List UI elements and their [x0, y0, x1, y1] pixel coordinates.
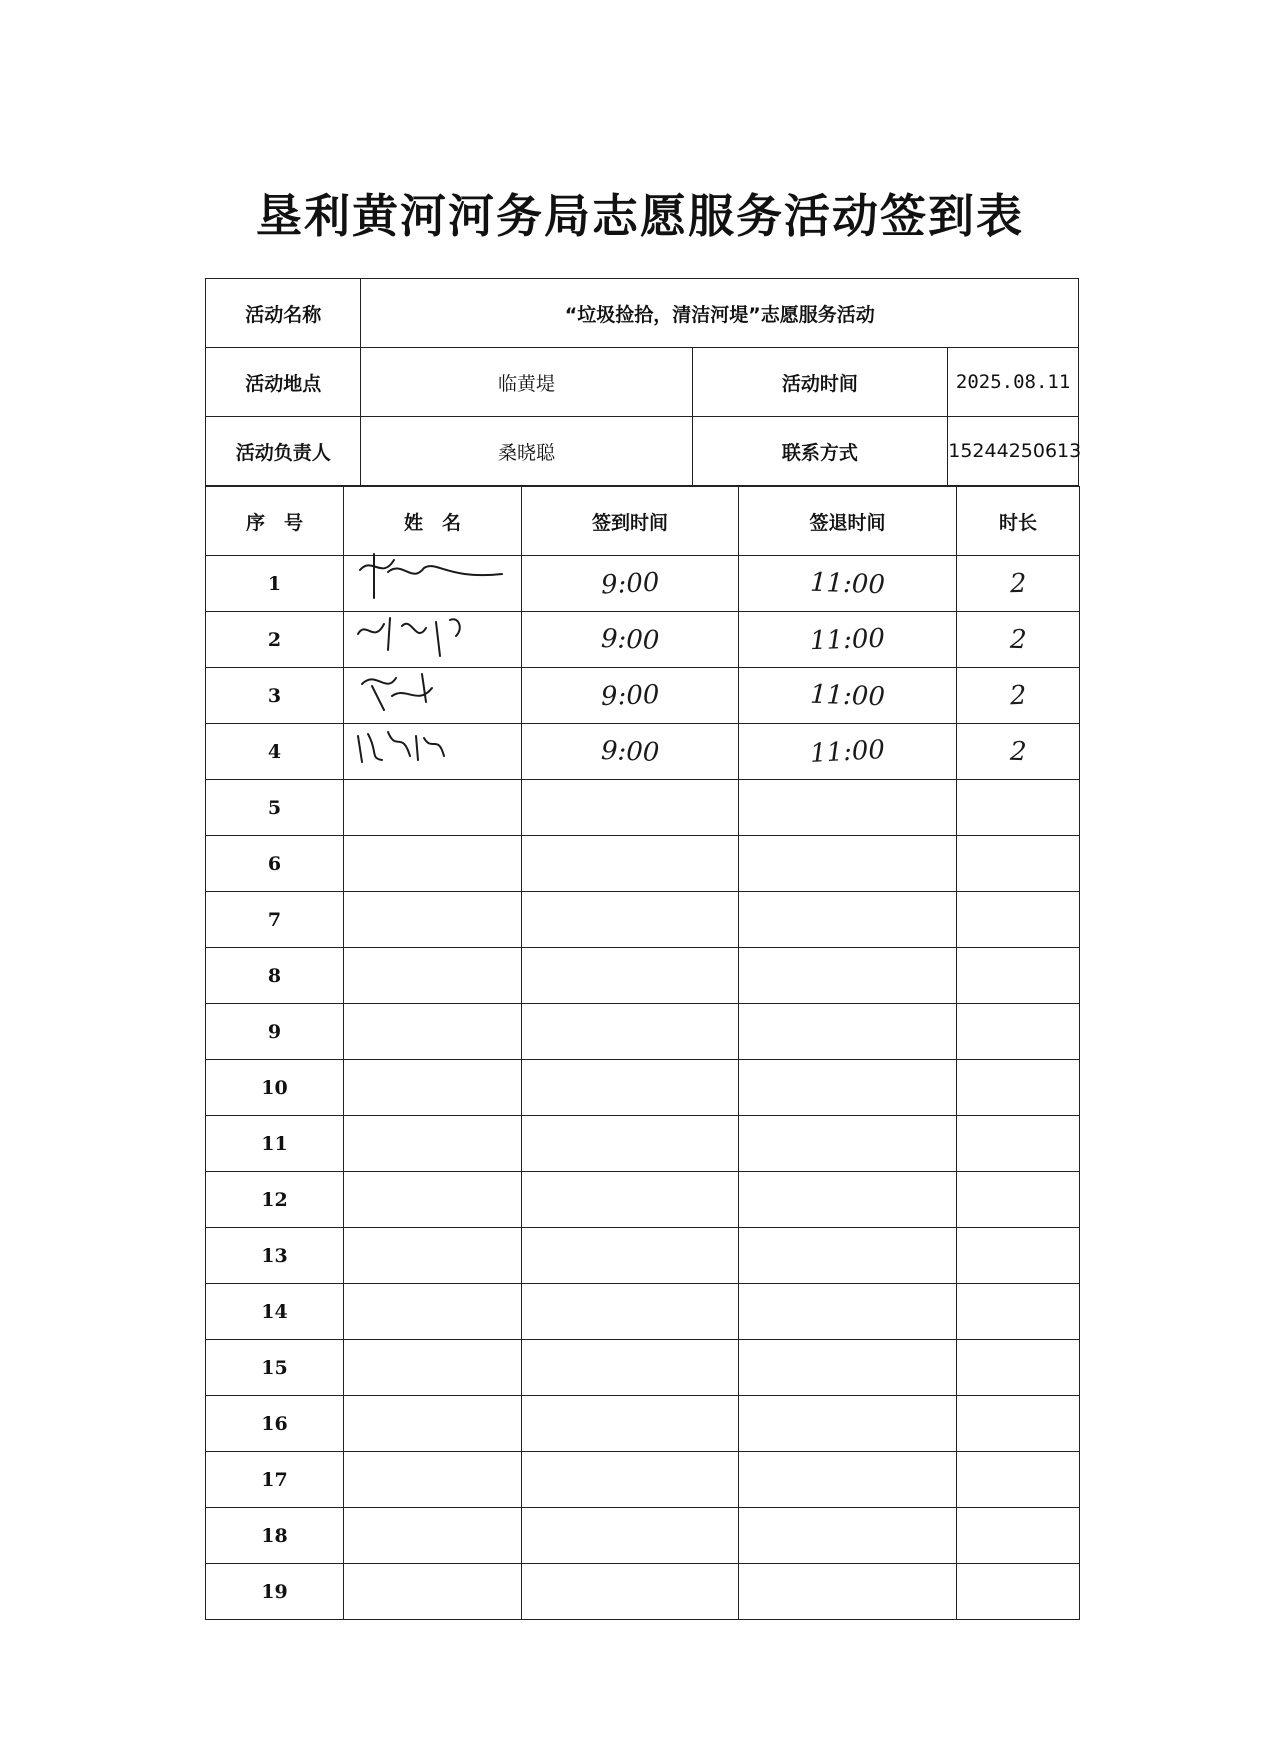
row-checkin: [522, 668, 739, 724]
row-checkout: [739, 1004, 957, 1060]
table-row: [206, 836, 1080, 892]
row-checkout: [739, 724, 957, 780]
row-name: [344, 1172, 522, 1228]
row-seq: 18: [206, 1508, 344, 1564]
row-seq: 14: [206, 1284, 344, 1340]
row-checkout: [739, 1228, 957, 1284]
row-checkout: [739, 948, 957, 1004]
checkin-header: 签到时间: [522, 487, 739, 556]
row-checkin: [522, 1116, 739, 1172]
row-seq: 8: [206, 948, 344, 1004]
row-duration: [957, 1172, 1080, 1228]
table-row: [206, 1452, 1080, 1508]
activity-name-value: “垃圾捡拾，清洁河堤”志愿服务活动: [361, 279, 1079, 348]
row-checkin: [522, 1340, 739, 1396]
row-duration: [957, 556, 1080, 612]
handwritten-signature: [352, 550, 512, 606]
row-name: [344, 612, 522, 668]
row-checkin: [522, 1284, 739, 1340]
table-row: [206, 892, 1080, 948]
row-checkin: [522, 1172, 739, 1228]
row-seq: 15: [206, 1340, 344, 1396]
row-duration: [957, 1116, 1080, 1172]
attendance-rows: [206, 556, 1080, 1620]
row-seq: 9: [206, 1004, 344, 1060]
handwritten-duration: 2: [1009, 736, 1027, 767]
activity-name-row: [206, 279, 1079, 348]
row-duration: [957, 1564, 1080, 1620]
row-checkout: [739, 1060, 957, 1116]
handwritten-duration: 2: [1009, 624, 1027, 655]
row-duration: [957, 892, 1080, 948]
row-checkout: [739, 1452, 957, 1508]
page-title: 垦利黄河河务局志愿服务活动签到表: [256, 189, 1024, 243]
leader-label: 活动负责人: [206, 417, 361, 486]
row-checkin: [522, 1396, 739, 1452]
duration-header: 时长: [957, 487, 1080, 556]
row-seq: 5: [206, 780, 344, 836]
row-checkout: [739, 1284, 957, 1340]
sign-in-table: [205, 278, 1082, 486]
row-duration: [957, 1340, 1080, 1396]
activity-leader-row: [206, 417, 1079, 486]
handwritten-duration: 2: [1008, 680, 1028, 711]
row-name: [344, 1284, 522, 1340]
leader-value: 桑晓聪: [361, 417, 692, 486]
row-checkin: [522, 1564, 739, 1620]
row-checkout: [739, 1340, 957, 1396]
row-name: [344, 1564, 522, 1620]
table-row: [206, 724, 1080, 780]
location-label: 活动地点: [206, 348, 361, 417]
row-name: [344, 1004, 522, 1060]
seq-header: 序 号: [206, 487, 344, 556]
table-row: [206, 1060, 1080, 1116]
table-row: [206, 1508, 1080, 1564]
handwritten-signature: [352, 666, 512, 722]
row-seq: 12: [206, 1172, 344, 1228]
contact-label: 联系方式: [692, 417, 948, 486]
row-name: [344, 948, 522, 1004]
row-checkin: [522, 1060, 739, 1116]
handwritten-checkin: 9:00: [600, 679, 660, 712]
row-duration: [957, 948, 1080, 1004]
row-duration: [957, 612, 1080, 668]
row-duration: [957, 724, 1080, 780]
time-label: 活动时间: [692, 348, 948, 417]
row-name: [344, 1060, 522, 1116]
row-name: [344, 1340, 522, 1396]
row-checkout: [739, 836, 957, 892]
time-value: 2025.08.11: [948, 348, 1079, 417]
contact-value: 15244250613: [948, 417, 1079, 486]
row-name: [344, 556, 522, 612]
table-row: [206, 1116, 1080, 1172]
row-name: [344, 1116, 522, 1172]
row-name: [344, 836, 522, 892]
row-checkin: [522, 556, 739, 612]
table-row: [206, 1396, 1080, 1452]
row-name: [344, 668, 522, 724]
row-duration: [957, 836, 1080, 892]
row-checkin: [522, 612, 739, 668]
row-name: [344, 1452, 522, 1508]
activity-name-label: 活动名称: [206, 279, 361, 348]
table-row: [206, 948, 1080, 1004]
row-name: [344, 892, 522, 948]
handwritten-signature: [352, 722, 512, 778]
row-duration: [957, 1004, 1080, 1060]
row-checkout: [739, 1508, 957, 1564]
table-row: [206, 1284, 1080, 1340]
row-checkin: [522, 1508, 739, 1564]
row-seq: 11: [206, 1116, 344, 1172]
row-seq: 6: [206, 836, 344, 892]
row-checkout: [739, 1116, 957, 1172]
row-seq: 7: [206, 892, 344, 948]
row-name: [344, 780, 522, 836]
row-name: [344, 1508, 522, 1564]
row-name: [344, 1396, 522, 1452]
row-checkin: [522, 1452, 739, 1508]
attendance-table: [205, 486, 1080, 1620]
row-duration: [957, 1060, 1080, 1116]
row-name: [344, 724, 522, 780]
table-row: [206, 612, 1080, 668]
row-seq: 19: [206, 1564, 344, 1620]
row-checkout: [739, 556, 957, 612]
row-duration: [957, 1284, 1080, 1340]
table-row: [206, 780, 1080, 836]
row-checkout: [739, 668, 957, 724]
row-seq: 10: [206, 1060, 344, 1116]
row-seq: 16: [206, 1396, 344, 1452]
row-duration: [957, 1396, 1080, 1452]
row-duration: [957, 668, 1080, 724]
table-row: [206, 1004, 1080, 1060]
handwritten-checkout: 11:00: [809, 734, 886, 769]
table-row: [206, 668, 1080, 724]
handwritten-checkout: 11:00: [809, 623, 886, 656]
column-header-row: [206, 487, 1080, 556]
table-row: [206, 1172, 1080, 1228]
table-row: [206, 1340, 1080, 1396]
row-checkin: [522, 948, 739, 1004]
row-seq: 3: [206, 668, 344, 724]
table-row: [206, 1564, 1080, 1620]
row-checkin: [522, 836, 739, 892]
name-header: 姓 名: [344, 487, 522, 556]
row-checkin: [522, 1228, 739, 1284]
row-checkout: [739, 612, 957, 668]
row-checkout: [739, 1564, 957, 1620]
handwritten-checkin: 9:00: [600, 566, 660, 601]
location-value: 临黄堤: [361, 348, 692, 417]
handwritten-checkin: 9:00: [600, 623, 660, 656]
row-checkin: [522, 780, 739, 836]
row-duration: [957, 1508, 1080, 1564]
row-checkin: [522, 892, 739, 948]
row-seq: 1: [206, 556, 344, 612]
table-row: [206, 1228, 1080, 1284]
row-duration: [957, 1228, 1080, 1284]
row-checkout: [739, 1172, 957, 1228]
row-checkout: [739, 1396, 957, 1452]
row-duration: [957, 780, 1080, 836]
row-checkout: [739, 892, 957, 948]
handwritten-duration: 2: [1009, 568, 1027, 599]
table-row: [206, 556, 1080, 612]
row-seq: 17: [206, 1452, 344, 1508]
row-seq: 13: [206, 1228, 344, 1284]
row-checkin: [522, 1004, 739, 1060]
checkout-header: 签退时间: [739, 487, 957, 556]
row-seq: 4: [206, 724, 344, 780]
row-checkout: [739, 780, 957, 836]
activity-location-row: [206, 348, 1079, 417]
handwritten-checkout: 11:00: [809, 679, 886, 712]
handwritten-signature: [352, 610, 512, 666]
row-seq: 2: [206, 612, 344, 668]
row-checkin: [522, 724, 739, 780]
handwritten-checkout: 11:00: [809, 567, 886, 600]
row-name: [344, 1228, 522, 1284]
row-duration: [957, 1452, 1080, 1508]
handwritten-checkin: 9:00: [600, 735, 660, 768]
